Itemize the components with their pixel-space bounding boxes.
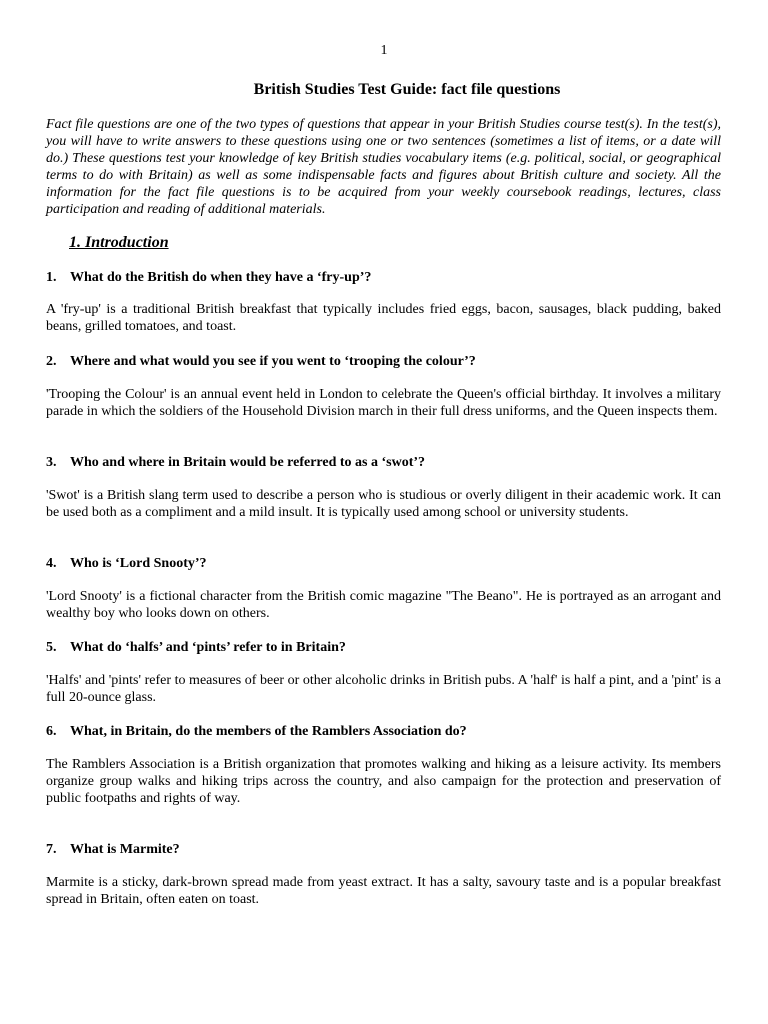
document-title: British Studies Test Guide: fact file questions bbox=[253, 81, 561, 98]
question-text: What is Marmite? bbox=[70, 842, 180, 857]
question-text: Who and where in Britain would be referred to as a ‘swot’? bbox=[70, 455, 426, 470]
intro-paragraph: Fact file questions are one of the two types of questions that appear in your British Studies course test(s). In the test(s), you will have to write answers to these questions using one or two sentences (sometimes a list of items, or a date will do.) These questions test your knowledge of key British studies vocabulary items (e.g. political, social, or geographical terms to do with Britain) as well as some indispensable facts and figures about British culture and society. All the information for the fact file questions is to be acquired from your weekly coursebook readings, lectures, class participation and reading of additional materials. bbox=[46, 117, 721, 217]
page-number: 1 bbox=[380, 43, 388, 58]
question-number: 4. bbox=[46, 556, 57, 571]
question-number: 6. bbox=[46, 724, 57, 739]
answer-1: A 'fry-up' is a traditional British breakfast that typically includes fried eggs, bacon, sausages, black pudding, baked beans, grilled tomatoes, and toast. bbox=[46, 302, 721, 334]
question-7 bbox=[46, 841, 721, 858]
question-number: 3. bbox=[46, 455, 57, 470]
question-2 bbox=[46, 353, 721, 370]
section-heading: 1. Introduction bbox=[69, 234, 169, 251]
answer-3: 'Swot' is a British slang term used to describe a person who is studious or overly diligent in their academic work. It can be used both as a compliment and a mild insult. It is typically used among school or university students. bbox=[46, 488, 721, 520]
question-3 bbox=[46, 454, 721, 471]
question-4 bbox=[46, 555, 721, 572]
question-5 bbox=[46, 639, 721, 656]
question-text: Where and what would you see if you went to ‘trooping the colour’? bbox=[70, 354, 476, 369]
answer-2: 'Trooping the Colour' is an annual event held in London to celebrate the Queen's official birthday. It involves a military parade in which the soldiers of the Household Division march in their full dress uniforms, and the Queen inspects them. bbox=[46, 387, 721, 419]
question-6 bbox=[46, 723, 721, 740]
question-number: 2. bbox=[46, 354, 57, 369]
question-number: 5. bbox=[46, 640, 57, 655]
question-1 bbox=[46, 269, 721, 286]
answer-4: 'Lord Snooty' is a fictional character from the British comic magazine "The Beano". He is portrayed as an arrogant and wealthy boy who looks down on others. bbox=[46, 589, 721, 621]
question-number: 7. bbox=[46, 842, 57, 857]
question-text: What do ‘halfs’ and ‘pints’ refer to in Britain? bbox=[70, 640, 346, 655]
question-text: Who is ‘Lord Snooty’? bbox=[70, 556, 207, 571]
answer-5: 'Halfs' and 'pints' refer to measures of beer or other alcoholic drinks in British pubs. A 'half' is half a pint, and a 'pint' is a full 20-ounce glass. bbox=[46, 673, 721, 705]
question-text: What do the British do when they have a ‘fry-up’? bbox=[70, 270, 372, 285]
answer-6: The Ramblers Association is a British organization that promotes walking and hiking as a leisure activity. Its members organize group walks and hiking trips across the country, and also campaign for the protection and preservation of public footpaths and rights of way. bbox=[46, 757, 721, 806]
question-number: 1. bbox=[46, 270, 57, 285]
answer-7: Marmite is a sticky, dark-brown spread made from yeast extract. It has a salty, savoury taste and is a popular breakfast spread in Britain, often eaten on toast. bbox=[46, 875, 721, 907]
question-text: What, in Britain, do the members of the Ramblers Association do? bbox=[70, 724, 467, 739]
